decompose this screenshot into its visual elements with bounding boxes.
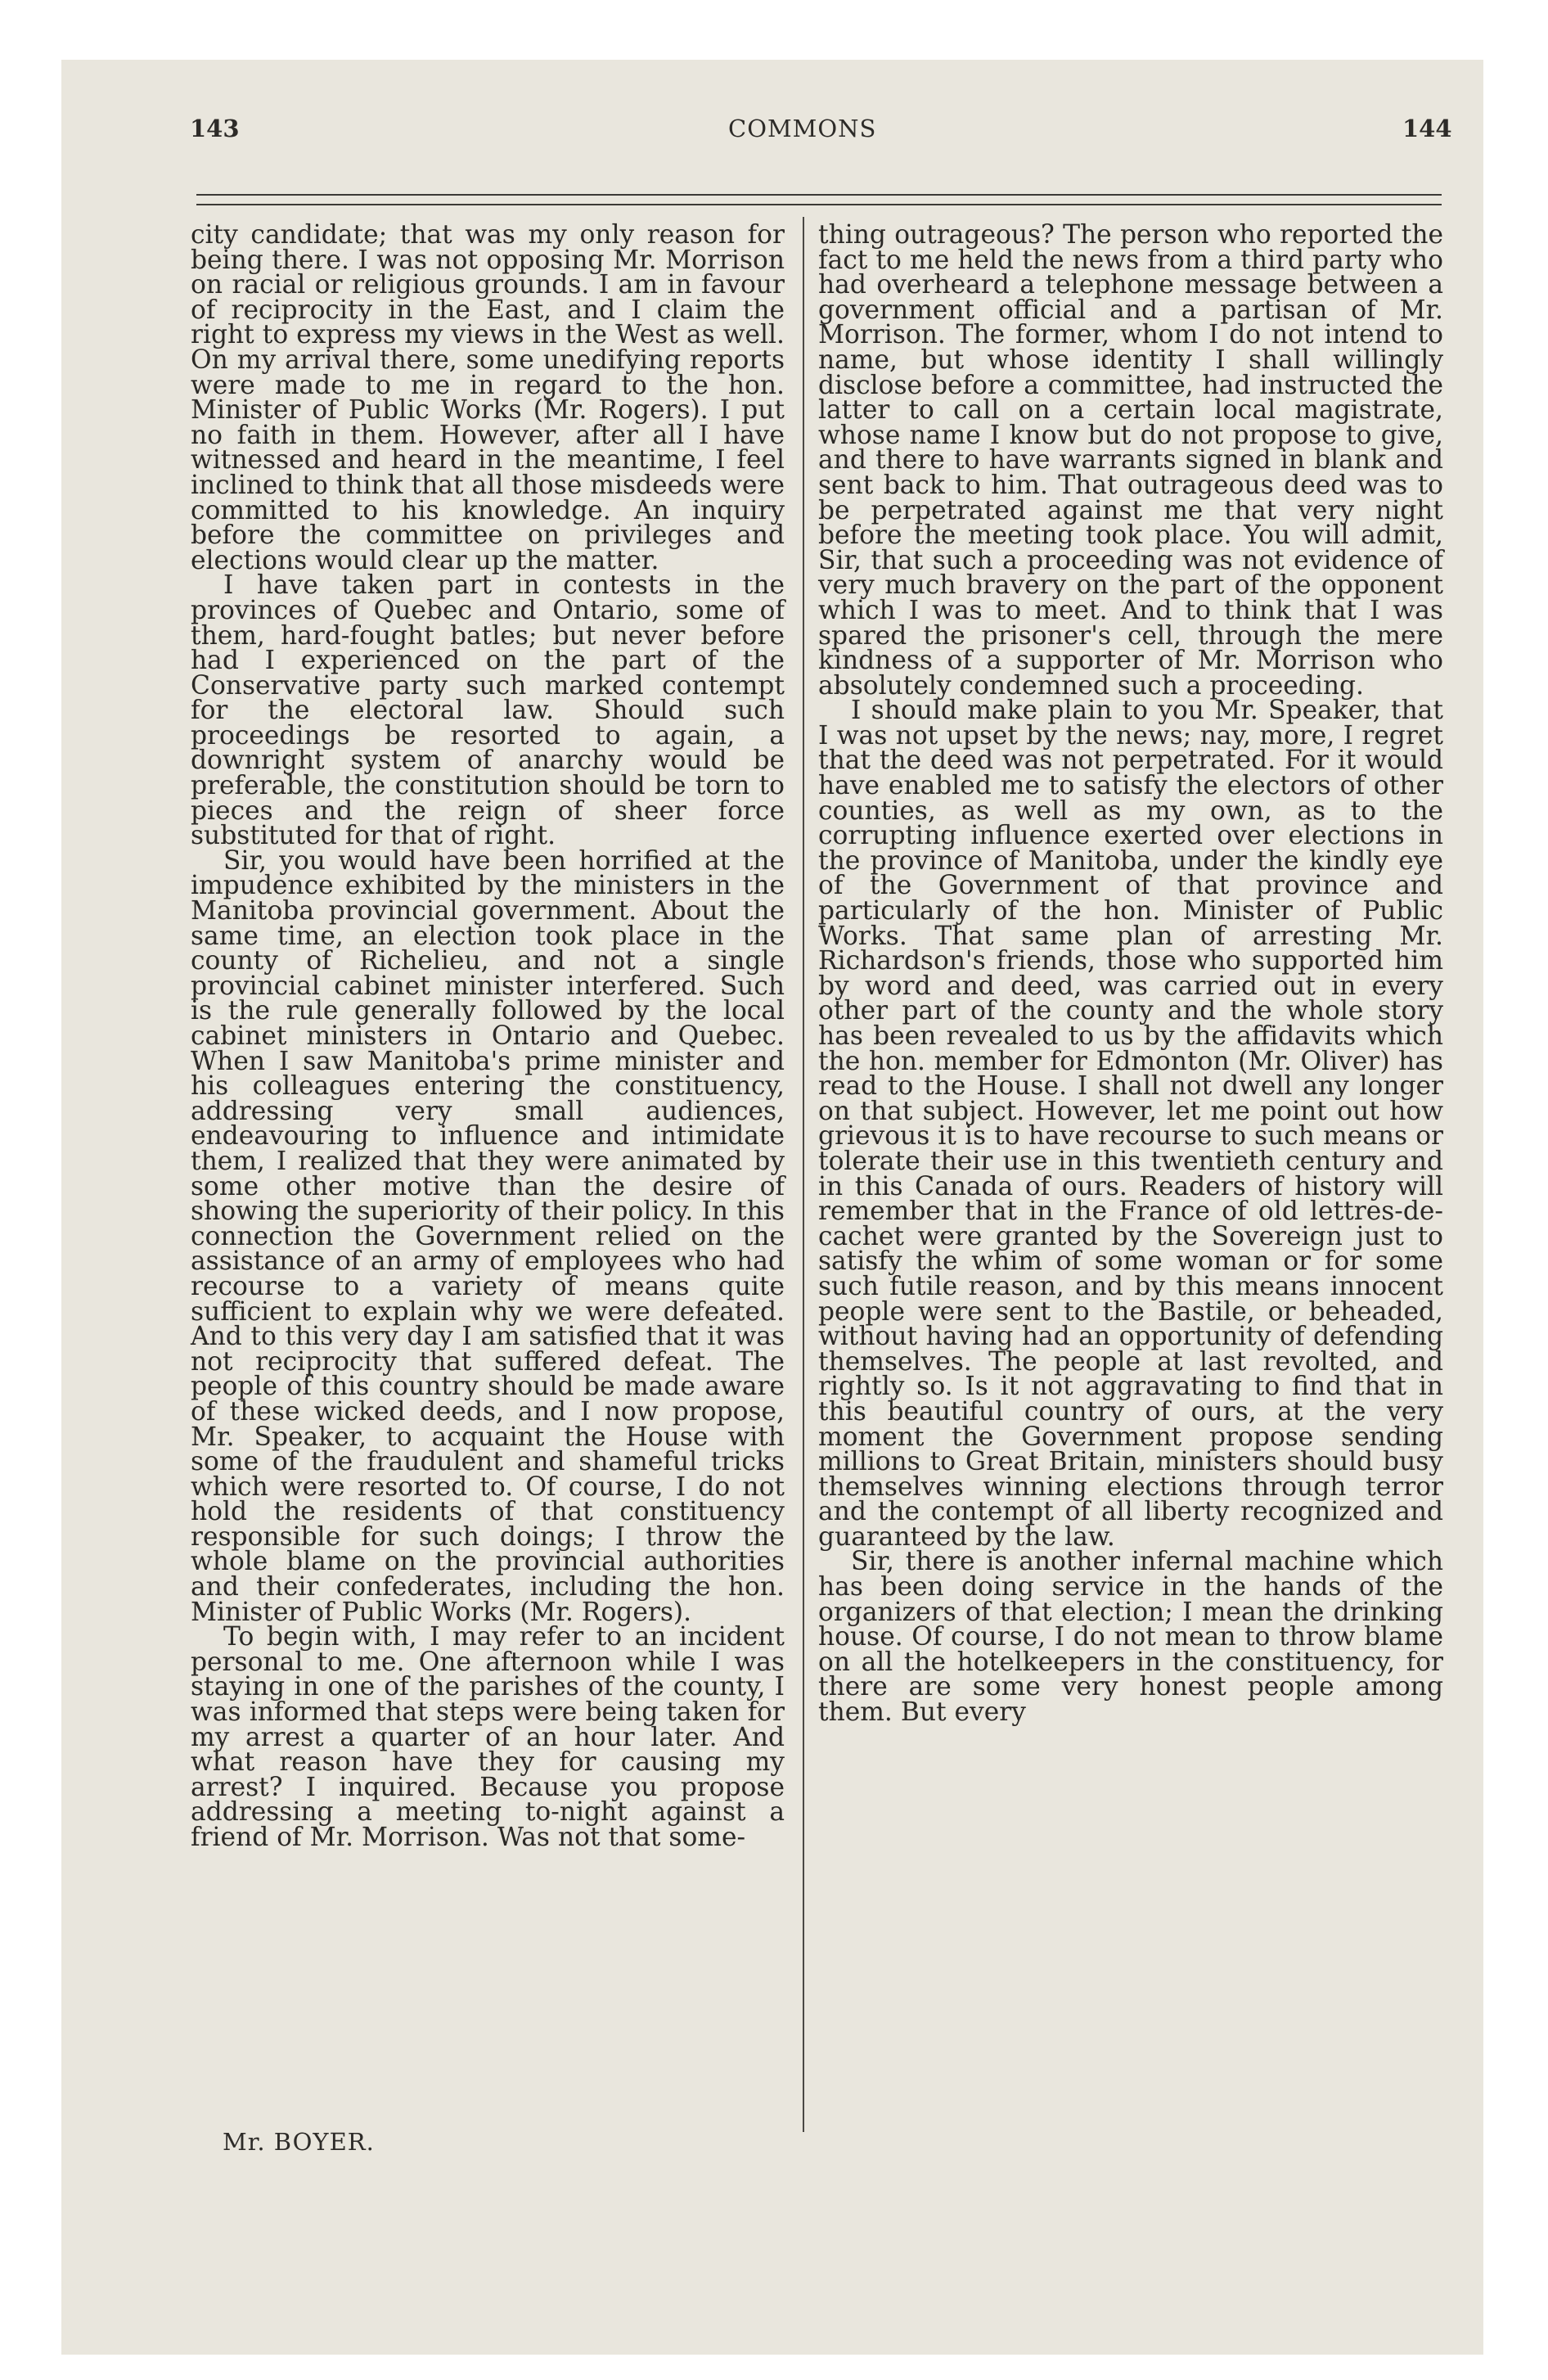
paragraph: To begin with, I may refer to an incident personal to me. One afternoon while I was staying in one of the parishes of the county, I was informed that steps were being taken for my arrest a quarter of an hour later. And what reason have they for causing my arrest? I inquired. Because you propose addressing a meeting to-night against a friend of Mr. Morrison. Was not that some- bbox=[191, 1622, 785, 1852]
paragraph: I should make plain to you Mr. Speaker, that I was not upset by the news; nay, more, I regret that the deed was not perpetrated. For it would have enabled me to satisfy the electors of other counties, as well as my own, as to the corrupting influence exerted over elections in the province of Manitoba, under the kindly eye of the Government of that province and particularly of the hon. Minister of Public Works. That same plan of arresting Mr. Richardson's friends, those who supported him by word and deed, was carried out in every other part of the county and the whole story has been revealed to us by the affidavits which the hon. member for Edmonton (Mr. Oliver) has read to the House. I shall not dwell any longer on that subject. However, let me point out how grievous it is to have recourse to such means or tolerate their use in this twentieth century and in this Canada of ours. Readers of history will remember that in the France of old lettres-de-cachet were granted by the Sovereign just to satisfy the whim of some woman or for some such futile reason, and by this means innocent people were sent to the Bastile, or beheaded, without having had an opportunity of defending themselves. The people at last revolted, and rightly so. Is it not aggravating to find that in this beautiful country of ours, at the very moment the Government propose sending millions to Great Britain, ministers should busy themselves winning elections through terror and the contempt of all liberty recognized and guaranteed by the law. bbox=[818, 696, 1443, 1552]
paragraph: city candidate; that was my only reason for being there. I was not opposing Mr. Morrison on racial or religious grounds. I am in favour of reciprocity in the East, and I claim the right to express my views in the West as well. On my arrival there, some unedifying reports were made to me in regard to the hon. Minister of Public Works (Mr. Rogers). I put no faith in them. However, after all I have witnessed and heard in the meantime, I feel inclined to think that all those misdeeds were committed to his knowledge. An inquiry before the committee on privileges and elections would clear up the matter. bbox=[191, 220, 785, 575]
right-column bbox=[818, 220, 1443, 1728]
speaker-signature: Mr. BOYER. bbox=[223, 2128, 375, 2156]
left-column bbox=[191, 220, 785, 1852]
page-number-right: 144 bbox=[1402, 115, 1452, 142]
header-rule-bottom bbox=[196, 204, 1442, 205]
page-title: COMMONS bbox=[728, 115, 877, 142]
paragraph: Sir, you would have been horrified at the impudence exhibited by the ministers in the Manitoba provincial government. About the same time, an election took place in the county of Richelieu, and not a single provincial cabinet minister interfered. Such is the rule generally followed by the local cabinet ministers in Ontario and Quebec. When I saw Manitoba's prime minister and his colleagues entering the constituency, addressing very small audiences, endeavouring to influence and intimidate them, I realized that they were animated by some other motive than the desire of showing the superiority of their policy. In this connection the Government relied on the assistance of an army of employees who had recourse to a variety of means quite sufficient to explain why we were defeated. And to this very day I am satisfied that it was not reciprocity that suffered defeat. The people of this country should be made aware of these wicked deeds, and I now propose, Mr. Speaker, to acquaint the House with some of the fraudulent and shameful tricks which were resorted to. Of course, I do not hold the residents of that constituency responsible for such doings; I throw the whole blame on the provincial authorities and their confederates, including the hon. Minister of Public Works (Mr. Rogers). bbox=[191, 845, 785, 1627]
header-rule-top bbox=[196, 194, 1442, 196]
page-header bbox=[0, 115, 1548, 156]
paragraph: I have taken part in contests in the provinces of Quebec and Ontario, some of them, hard-fought batles; but never before had I experienced on the part of the Conservative party such marked contempt for the electoral law. Should such proceedings be resorted to again, a downright system of anarchy would be preferable, the constitution should be torn to pieces and the reign of sheer force substituted for that of right. bbox=[191, 570, 785, 851]
paragraph: Sir, there is another infernal machine which has been doing service in the hands of the organizers of that election; I mean the drinking house. Of course, I do not mean to throw blame on all the hotelkeepers in the constituency, for there are some very honest people among them. But every bbox=[818, 1547, 1443, 1728]
paragraph: thing outrageous? The person who reported the fact to me held the news from a third party who had overheard a telephone message between a government official and a partisan of Mr. Morrison. The former, whom I do not intend to name, but whose identity I shall willingly disclose before a committee, had instructed the latter to call on a certain local magistrate, whose name I know but do not propose to give, and there to have warrants signed in blank and sent back to him. That outrageous deed was to be perpetrated against me that very night before the meeting took place. You will admit, Sir, that such a proceeding was not evidence of very much bravery on the part of the opponent which I was to meet. And to think that I was spared the prisoner's cell, through the mere kindness of a supporter of Mr. Morrison who absolutely condemned such a proceeding. bbox=[818, 220, 1443, 701]
page-number-left: 143 bbox=[190, 115, 240, 142]
column-divider bbox=[803, 217, 804, 2132]
